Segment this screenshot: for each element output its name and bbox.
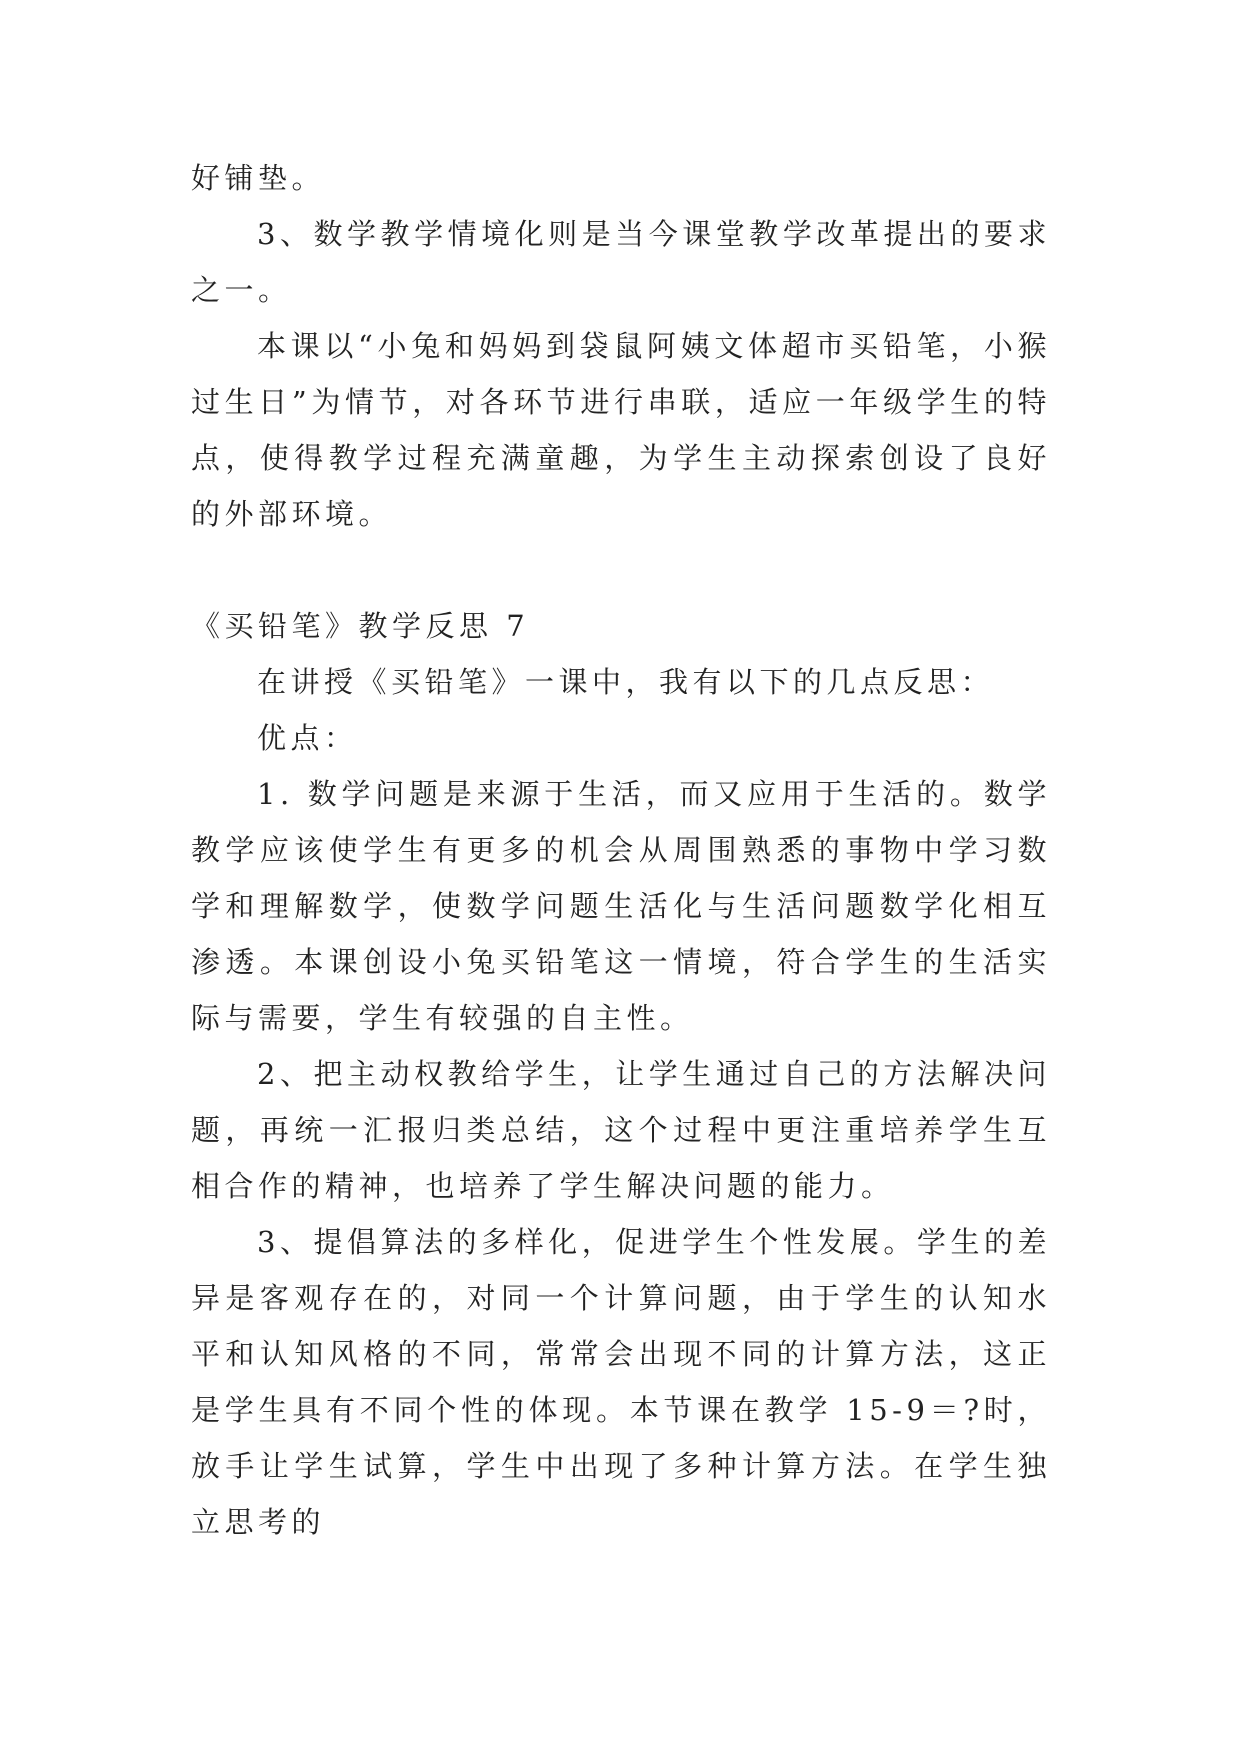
document-page (191, 150, 1051, 1550)
paragraph-advantage-2: 2、把主动权教给学生，让学生通过自己的方法解决问题，再统一汇报归类总结，这个过程中更注重培养学生互相合作的精神，也培养了学生解决问题的能力。 (191, 1057, 1051, 1203)
paragraph-point-3: 3、数学教学情境化则是当今课堂教学改革提出的要求之一。 (191, 217, 1051, 307)
section-heading: 《买铅笔》教学反思 7 (191, 609, 530, 643)
paragraph-continuation: 好铺垫。 (191, 161, 326, 195)
paragraph-advantage-1: 1. 数学问题是来源于生活，而又应用于生活的。数学教学应该使学生有更多的机会从周围熟悉的事物中学习数学和理解数学，使数学问题生活化与生活问题数学化相互渗透。本课创设小兔买铅笔这一情境，符合学生的生活实际与需要，学生有较强的自主性。 (191, 777, 1051, 1035)
paragraph-intro: 在讲授《买铅笔》一课中，我有以下的几点反思： (257, 665, 995, 699)
paragraph-advantage-3: 3、提倡算法的多样化，促进学生个性发展。学生的差异是客观存在的，对同一个计算问题，由于学生的认知水平和认知风格的不同，常常会出现不同的计算方法，这正是学生具有不同个性的体现。本节课在教学 15-9＝?时，放手让学生试算，学生中出现了多种计算方法。在学生独立思考的 (191, 1225, 1051, 1539)
paragraph-lesson-context: 本课以“小兔和妈妈到袋鼠阿姨文体超市买铅笔，小猴过生日”为情节，对各环节进行串联，适应一年级学生的特点，使得教学过程充满童趣，为学生主动探索创设了良好的外部环境。 (191, 329, 1051, 531)
paragraph-advantages-label: 优点： (257, 721, 358, 755)
